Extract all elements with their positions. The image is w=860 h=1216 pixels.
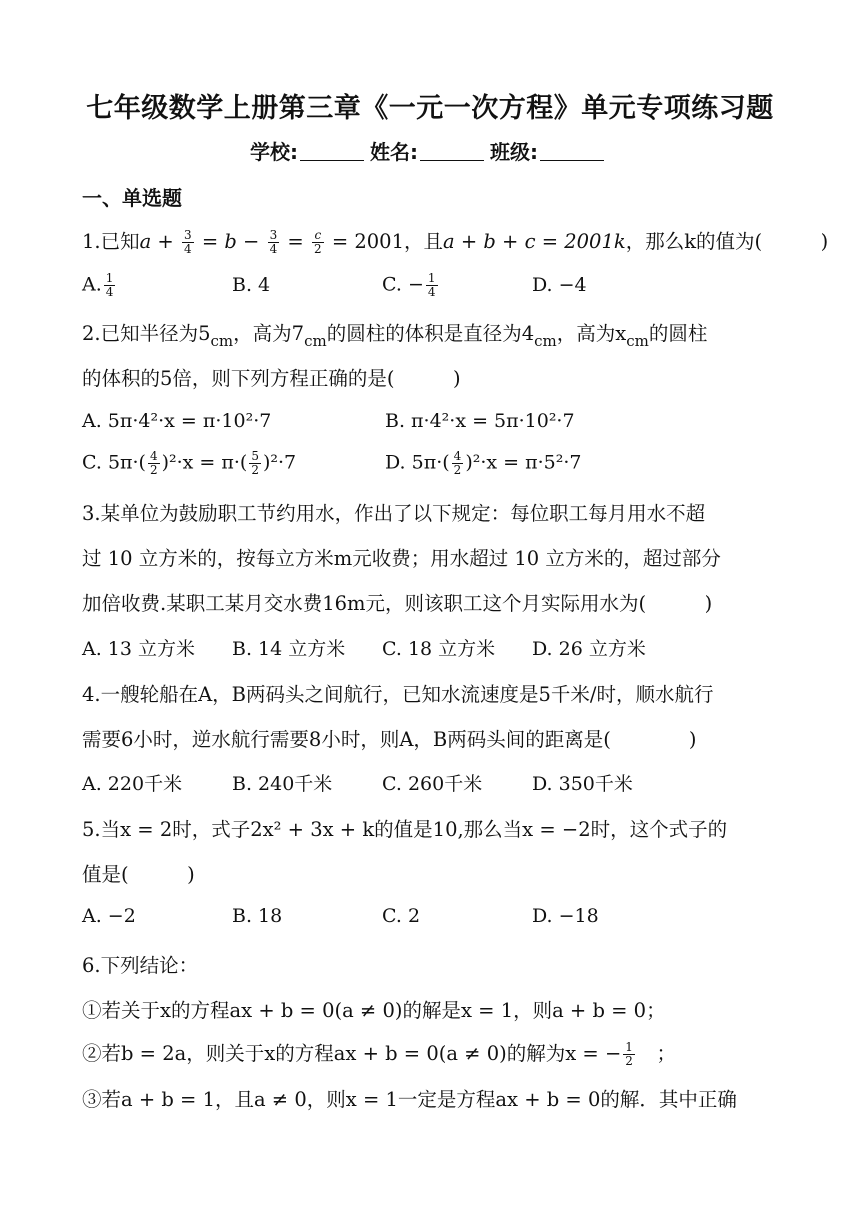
question-6-statement-1: ①若关于x的方程ax + b = 0(a ≠ 0)的解是x = 1，则a + b = 0；	[82, 999, 666, 1022]
q1-option-a[interactable]: A. $\frac{1}{4}$	[82, 271, 114, 299]
question-3-stem-line-2: 过 10 立方米的，按每立方米m元收费；用水超过 10 立方米的，超过部分	[82, 547, 721, 570]
q3-option-b[interactable]: B. 14 立方米	[232, 638, 346, 660]
q3-option-a[interactable]: A. 13 立方米	[82, 638, 196, 660]
question-6-statement-2: ②若b = 2a，则关于x的方程ax + b = 0(a ≠ 0)的解为x = − $\frac{1}{2}$ ；	[82, 1040, 676, 1068]
q1-option-c[interactable]: C. − $\frac{1}{4}$	[382, 271, 436, 299]
name-label: 姓名:	[370, 140, 418, 164]
question-1-stem: 1.已知a + $\frac{3}{4}$ = b − $\frac{3}{4}$ = $\frac{c}{2}$ = 2001，且a + b + c = 2001k，那么k的值为( )	[82, 228, 829, 256]
q2-option-c[interactable]: C. 5π·( $\frac{4}{2}$ )²·x = π·( $\frac{5}{2}$ )²·7	[82, 449, 297, 477]
q4-option-b[interactable]: B. 240千米	[232, 773, 333, 795]
question-2-stem-line-2: 的体积的5倍，则下列方程正确的是( )	[82, 367, 461, 390]
school-label: 学校:	[250, 140, 298, 164]
q5-option-a[interactable]: A. −2	[82, 905, 136, 927]
question-3-stem-line-3: 加倍收费.某职工某月交水费16m元，则该职工这个月实际用水为( )	[82, 592, 713, 615]
school-blank[interactable]	[300, 142, 364, 161]
q5-option-b[interactable]: B. 18	[232, 905, 283, 927]
question-5-stem-line-2: 值是( )	[82, 863, 195, 886]
question-4-stem-line-2: 需要6小时，逆水航行需要8小时，则A，B两码头间的距离是( )	[82, 728, 697, 751]
section-heading: 一、单选题	[82, 186, 182, 210]
question-4-stem-line-1: 4.一艘轮船在A，B两码头之间航行，已知水流速度是5千米/时，顺水航行	[82, 683, 714, 706]
page-title: 七年级数学上册第三章《一元一次方程》单元专项练习题	[86, 93, 774, 124]
q2-option-d[interactable]: D. 5π·( $\frac{4}{2}$ )²·x = π·5²·7	[385, 449, 582, 477]
question-6-stem-line-1: 6.下列结论：	[82, 954, 199, 977]
q1-option-d[interactable]: D. −4	[532, 274, 587, 296]
q4-option-a[interactable]: A. 220千米	[82, 773, 183, 795]
question-3-stem-line-1: 3.某单位为鼓励职工节约用水，作出了以下规定：每位职工每月用水不超	[82, 502, 706, 525]
q4-option-d[interactable]: D. 350千米	[532, 773, 633, 795]
fraction: $\frac{c}{2}$	[313, 228, 322, 256]
q5-option-c[interactable]: C. 2	[382, 905, 421, 927]
question-5-stem-line-1: 5.当x = 2时，式子2x² + 3x + k的值是10,那么当x = −2时，这个式子的	[82, 818, 728, 841]
q1-option-b[interactable]: B. 4	[232, 274, 271, 296]
q3-option-d[interactable]: D. 26 立方米	[532, 638, 646, 660]
name-blank[interactable]	[420, 142, 484, 161]
q2-option-a[interactable]: A. 5π·4²·x = π·10²·7	[82, 410, 272, 432]
question-2-stem-line-1: 2.已知半径为$5_{cm}$，高为$7_{cm}$的圆柱的体积是直径为$4_{cm}$，高为$x_{cm}$的圆柱	[82, 322, 708, 350]
class-blank[interactable]	[540, 142, 604, 161]
q3-option-c[interactable]: C. 18 立方米	[382, 638, 496, 660]
fraction: $\frac{3}{4}$	[183, 228, 192, 256]
q2-option-b[interactable]: B. π·4²·x = 5π·10²·7	[385, 410, 575, 432]
q5-option-d[interactable]: D. −18	[532, 905, 599, 927]
question-6-statement-3: ③若a + b = 1，且a ≠ 0，则x = 1一定是方程ax + b = 0的解．其中正确	[82, 1088, 737, 1111]
student-info-line	[0, 136, 860, 165]
q4-option-c[interactable]: C. 260千米	[382, 773, 483, 795]
class-label: 班级:	[490, 140, 538, 164]
fraction: $\frac{3}{4}$	[269, 228, 278, 256]
